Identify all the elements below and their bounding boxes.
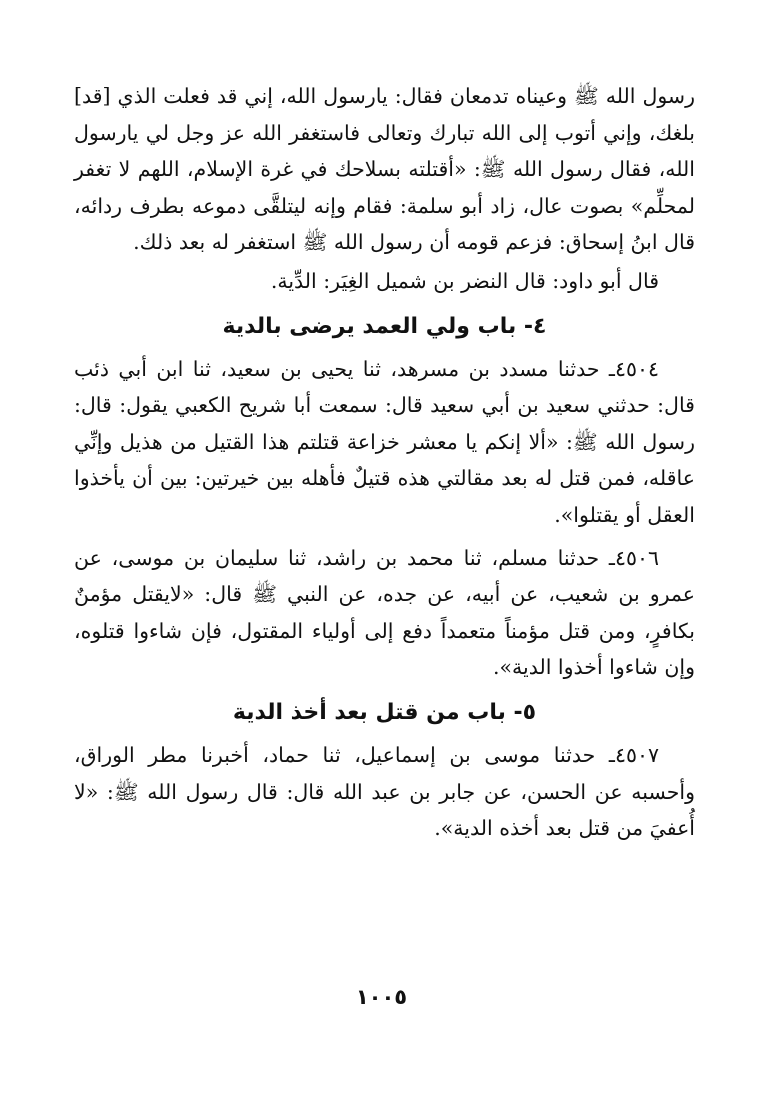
para-hadith-4506: ٤٥٠٦ـ حدثنا مسلم، ثنا محمد بن راشد، ثنا سليمان بن موسى، عن عمرو بن شعيب، عن أبيه، عن جده، عن النبي ﷺ قال: «لايقتل مؤمنٌ بكافرٍ، ومن قتل مؤمناً متعمداً دفع إلى أولياء المقتول، فإن شاءوا قتلوه، وإن شاءوا أخذوا الدية». — [74, 545, 695, 680]
para-abu-dawud-note: قال أبو داود: قال النضر بن شميل الغِيَر: الدِّية. — [270, 268, 659, 293]
para-continuation: رسول الله ﷺ وعيناه تدمعان فقال: يارسول الله، إني قد فعلت الذي [قد] بلغك، وإني أتوب إلى الله تبارك وتعالى فاستغفر الله عز وجل لي يارسول الله، فقال رسول الله ﷺ: «أقتلته بسلاحك في غرة الإسلام، اللهم لا تغفر لمحلِّم» بصوت عال، زاد أبو سلمة: فقام وإنه ليتلقَّى دموعه بطرف ردائه، قال ابنُ إسحاق: فزعم قومه أن رسول الله ﷺ استغفر له بعد ذلك. — [74, 84, 695, 255]
page-number: ١٠٠٥ — [355, 985, 408, 1009]
para-hadith-4504: ٤٥٠٤ـ حدثنا مسدد بن مسرهد، ثنا يحيى بن سعيد، ثنا ابن أبي ذئب قال: حدثني سعيد بن أبي سعيد قال: سمعت أبا شريح الكعبي يقول: قال: رسول الله ﷺ: «ألا إنكم يا معشر خزاعة قتلتم هذا القتيل من هذيل وإنِّي عاقله، فمن قتل له بعد مقالتي هذه قتيلٌ فأهله بين خيرتين: بين أن يأخذوا العقل أو يقتلوا». — [74, 356, 695, 527]
chapter-heading: ٤- باب ولي العمد يرضى بالدية — [222, 313, 547, 339]
para-hadith-4507: ٤٥٠٧ـ حدثنا موسى بن إسماعيل، ثنا حماد، أخبرنا مطر الوراق، وأحسبه عن الحسن، عن جابر بن عبد الله قال: قال رسول الله ﷺ: «لا أُعفيَ من قتل بعد أخذه الدية». — [74, 742, 695, 841]
chapter-heading: ٥- باب من قتل بعد أخذ الدية — [232, 699, 537, 725]
